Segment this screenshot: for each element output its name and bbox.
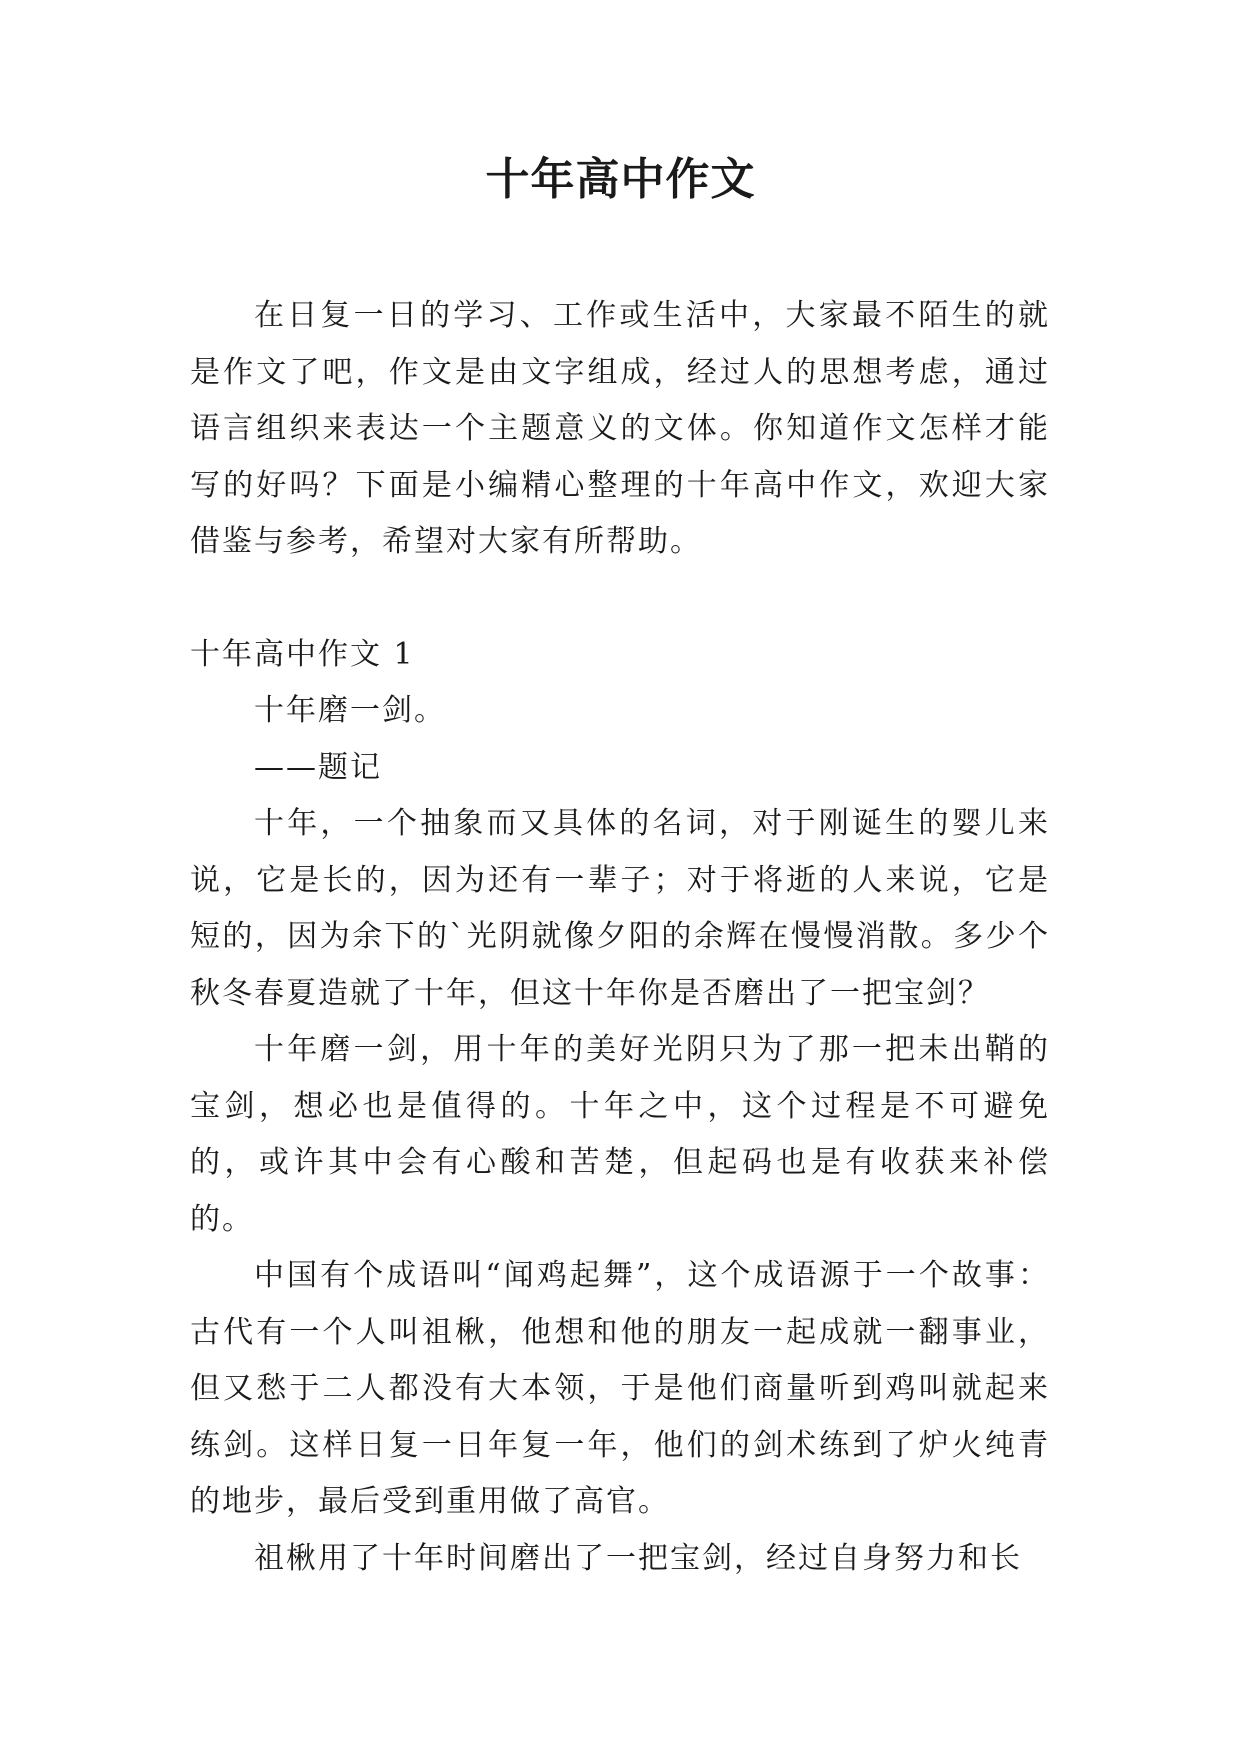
epigraph-source: ——题记 [254,749,382,785]
body-paragraph: 十年，一个抽象而又具体的名词，对于刚诞生的婴儿来说，它是长的，因为还有一辈子；对于将逝的人来说，它是短的，因为余下的`光阴就像夕阳的余辉在慢慢消散。多少个秋冬春夏造就了十年，但这十年你是否磨出了一把宝剑？ [190,806,1050,1011]
document-body [190,288,1050,1587]
section-heading: 十年高中作文 1 [190,636,415,672]
epigraph: 十年磨一剑。 [254,693,446,728]
body-paragraph: 祖楸用了十年时间磨出了一把宝剑，经过自身努力和长 [254,1540,1022,1576]
document-title: 十年高中作文 [485,154,756,205]
body-paragraph: 十年磨一剑，用十年的美好光阴只为了那一把未出鞘的宝剑，想必也是值得的。十年之中，这个过程是不可避免的，或许其中会有心酸和苦楚，但起码也是有收获来补偿的。 [190,1032,1050,1237]
intro-paragraph: 在日复一日的学习、工作或生活中，大家最不陌生的就是作文了吧，作文是由文字组成，经过人的思想考虑，通过语言组织来表达一个主题意义的文体。你知道作文怎样才能写的好吗？下面是小编精心整理的十年高中作文，欢迎大家借鉴与参考，希望对大家有所帮助。 [190,298,1050,559]
body-paragraph: 中国有个成语叫“闻鸡起舞”，这个成语源于一个故事：古代有一个人叫祖楸，他想和他的朋友一起成就一翻事业，但又愁于二人都没有大本领，于是他们商量听到鸡叫就起来练剑。这样日复一日年复一年，他们的剑术练到了炉火纯青的地步，最后受到重用做了高官。 [190,1258,1050,1519]
